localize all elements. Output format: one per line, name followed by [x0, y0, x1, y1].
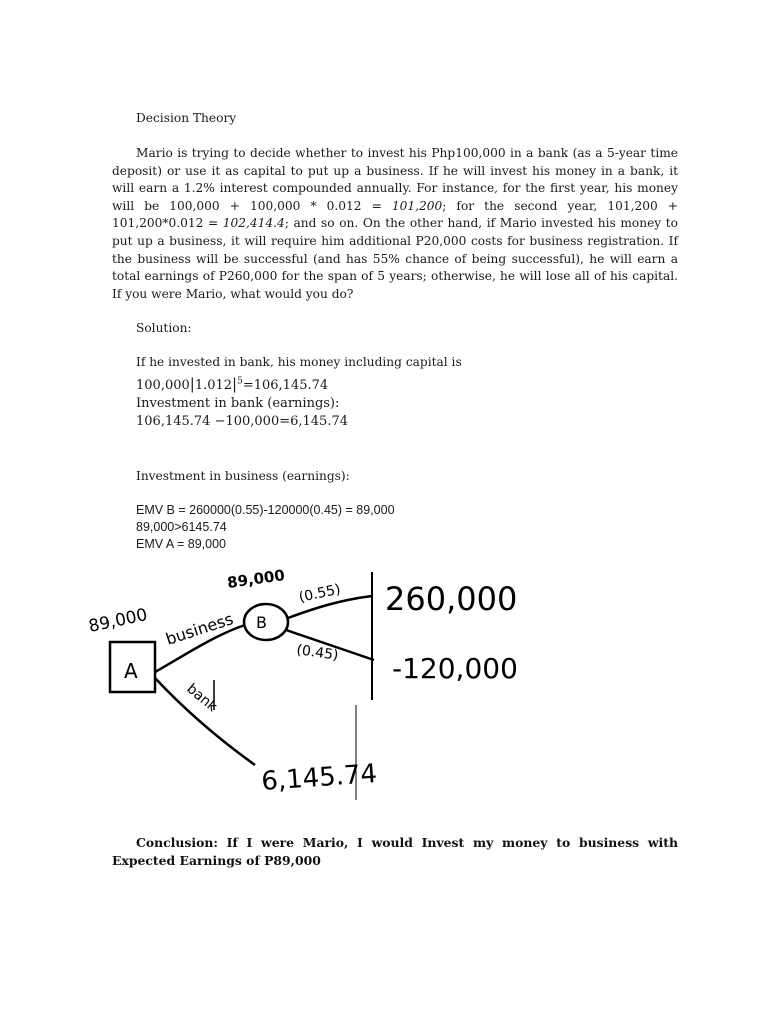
prob-success-label: (0.55) — [297, 581, 343, 606]
solution-label: Solution: — [136, 321, 192, 335]
problem-value-2: 102,414.4 — [222, 216, 285, 231]
formula-base: 100,000 — [136, 378, 190, 393]
problem-text-1: Mario is trying to decide whether to invest his Php100,000 in a bank (as a 5-year time deposit) or use it as capital to put up a business. If he will invest his money in a bank, it will earn a 1.2% interest compounded annually. For instance, for the first year, his money will be 100,000 + 100,000 * 0.012 = — [112, 146, 678, 213]
node-b-label: B — [256, 613, 267, 632]
comparison-line: 89,000>6145.74 — [136, 520, 227, 534]
outcome-success: 260,000 — [385, 580, 518, 618]
node-b-value: 89,000 — [226, 566, 286, 592]
node-a-label: A — [124, 659, 138, 683]
emv-a-line: EMV A = 89,000 — [136, 537, 226, 551]
business-earnings-label: Investment in business (earnings): — [136, 469, 350, 483]
node-a-value: 89,000 — [86, 604, 150, 637]
outcome-fail: -120,000 — [392, 652, 518, 685]
problem-value-1: 101,200 — [391, 198, 443, 213]
decision-tree-diagram — [0, 560, 768, 820]
outcome-bank: 6,145.74 — [260, 758, 378, 797]
branch-bank-label: bank — [183, 680, 221, 716]
bank-formula: $100,000|1.012|^5=106,145.74$ — [136, 375, 329, 393]
conclusion-text: Conclusion: If I were Mario, I would Invest my money to business with Expected Earnings of P89,000 — [112, 835, 678, 868]
formula-exponent: 5 — [237, 376, 243, 387]
problem-text-3: ; and so on. On the other hand, if Mario invested his money to put up a business, it will require him additional P20,000 costs for business registration. If the business will be successful (and has 55% chance of being successful), he will earn a total earnings of P260,000 for the span of 5 years; otherwise, he will lose all of his capital. If you were Mario, what would you do? — [112, 216, 679, 301]
document-title: Decision Theory — [136, 111, 237, 125]
bank-earnings-formula: 106,145.74 −100,000=6,145.74 — [136, 414, 348, 429]
formula-result: =106,145.74 — [242, 378, 329, 393]
problem-text-2: ; for the second year, 101,200 + 101,200*0.012 = — [112, 198, 678, 231]
problem-paragraph — [112, 145, 678, 303]
bank-intro: If he invested in bank, his money including capital is — [136, 355, 462, 369]
emv-b-line: EMV B = 260000(0.55)-120000(0.45) = 89,000 — [136, 503, 395, 517]
branch-business-label: business — [163, 609, 236, 649]
formula-rate: 1.012 — [194, 378, 233, 393]
bank-earnings-label: Investment in bank (earnings): — [136, 396, 340, 411]
prob-fail-label: (0.45) — [295, 642, 340, 664]
